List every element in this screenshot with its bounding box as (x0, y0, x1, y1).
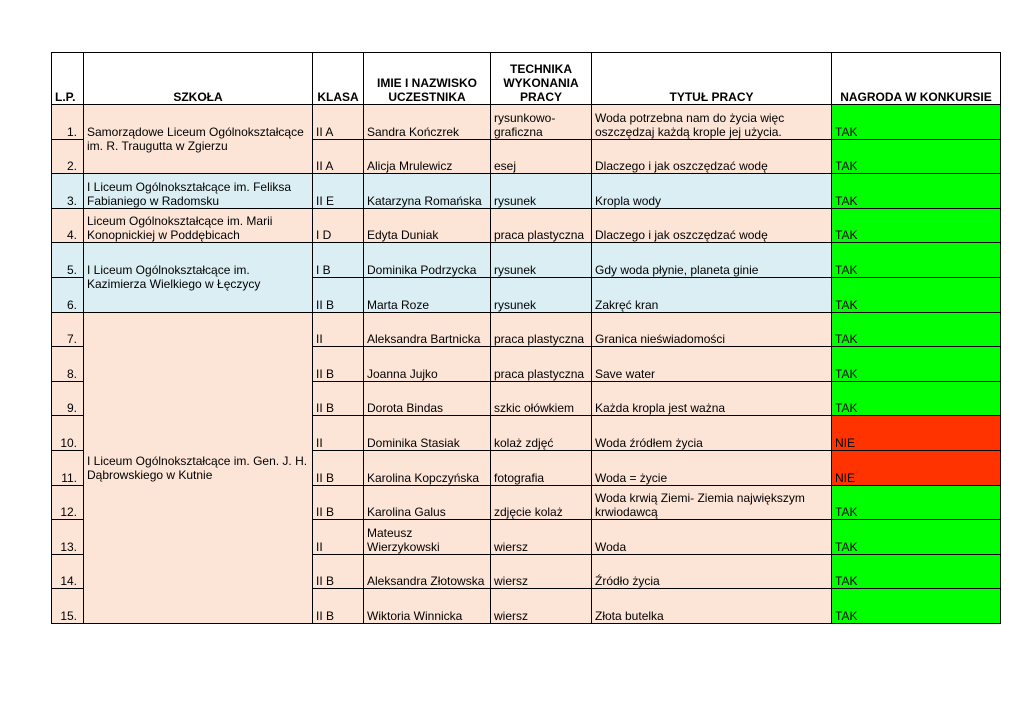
work-title: Woda krwią Ziemi- Ziemia największym krwiodawcą (592, 485, 832, 520)
technique-cell: esej (491, 139, 592, 174)
class-cell: II B (313, 381, 364, 416)
award-cell: TAK (832, 347, 1001, 382)
row-number: 7. (52, 312, 84, 347)
header-row (52, 53, 1001, 105)
row-number: 8. (52, 347, 84, 382)
work-title: Woda potrzebna nam do życia więc oszczędzaj każdą krople jej użycia. (592, 105, 832, 140)
school-cell: I Liceum Ogólnokształcące im. Feliksa Fabianiego w Radomsku (84, 174, 313, 209)
participant-name: Sandra Kończrek (364, 105, 491, 140)
award-cell: TAK (832, 381, 1001, 416)
award-cell: TAK (832, 174, 1001, 209)
table-row (52, 243, 1001, 278)
participant-name: Joanna Jujko (364, 347, 491, 382)
participant-name: Mateusz Wierzykowski (364, 520, 491, 555)
row-number: 5. (52, 243, 84, 278)
technique-cell: kolaż zdjęć (491, 416, 592, 451)
table-row (52, 105, 1001, 140)
competition-results-table (51, 52, 1001, 624)
row-number: 4. (52, 208, 84, 243)
table-row (52, 208, 1001, 243)
row-number: 3. (52, 174, 84, 209)
row-number: 9. (52, 381, 84, 416)
participant-name: Aleksandra Złotowska (364, 554, 491, 589)
row-number: 12. (52, 485, 84, 520)
award-cell: TAK (832, 208, 1001, 243)
row-number: 2. (52, 139, 84, 174)
class-cell: II B (313, 347, 364, 382)
class-cell: II A (313, 105, 364, 140)
row-number: 1. (52, 105, 84, 140)
participant-name: Marta Roze (364, 277, 491, 312)
technique-cell: rysunek (491, 174, 592, 209)
award-cell: NIE (832, 450, 1001, 485)
row-number: 13. (52, 520, 84, 555)
school-cell: I Liceum Ogólnokształcące im. Gen. J. H. Dąbrowskiego w Kutnie (84, 312, 313, 623)
class-cell: II B (313, 450, 364, 485)
row-number: 11. (52, 450, 84, 485)
participant-name: Karolina Galus (364, 485, 491, 520)
work-title: Granica nieświadomości (592, 312, 832, 347)
class-cell: II (313, 312, 364, 347)
technique-cell: rysunkowo-graficzna (491, 105, 592, 140)
participant-name: Alicja Mrulewicz (364, 139, 491, 174)
work-title: Źródło życia (592, 554, 832, 589)
technique-cell: wiersz (491, 589, 592, 624)
work-title: Woda (592, 520, 832, 555)
class-cell: I B (313, 243, 364, 278)
row-number: 6. (52, 277, 84, 312)
header-award: NAGRODA W KONKURSIE (832, 53, 1001, 105)
header-title: TYTUŁ PRACY (592, 53, 832, 105)
header-school: SZKOŁA (84, 53, 313, 105)
class-cell: II B (313, 589, 364, 624)
header-lp: L.P. (52, 53, 84, 105)
award-cell: TAK (832, 277, 1001, 312)
class-cell: II B (313, 277, 364, 312)
table-row (52, 174, 1001, 209)
award-cell: TAK (832, 589, 1001, 624)
header-klasa: KLASA (313, 53, 364, 105)
work-title: Kropla wody (592, 174, 832, 209)
row-number: 14. (52, 554, 84, 589)
work-title: Złota butelka (592, 589, 832, 624)
work-title: Każda kropla jest ważna (592, 381, 832, 416)
technique-cell: praca plastyczna (491, 208, 592, 243)
award-cell: TAK (832, 312, 1001, 347)
participant-name: Dorota Bindas (364, 381, 491, 416)
school-cell: Samorządowe Liceum Ogólnokształcące im. R. Traugutta w Zgierzu (84, 105, 313, 174)
class-cell: II E (313, 174, 364, 209)
participant-name: Dominika Podrzycka (364, 243, 491, 278)
technique-cell: szkic ołówkiem (491, 381, 592, 416)
award-cell: TAK (832, 520, 1001, 555)
technique-cell: rysunek (491, 277, 592, 312)
award-cell: TAK (832, 139, 1001, 174)
work-title: Woda źródłem życia (592, 416, 832, 451)
class-cell: II B (313, 554, 364, 589)
technique-cell: zdjęcie kolaż (491, 485, 592, 520)
class-cell: II A (313, 139, 364, 174)
award-cell: TAK (832, 105, 1001, 140)
header-technique: TECHNIKA WYKONANIA PRACY (491, 53, 592, 105)
class-cell: II B (313, 485, 364, 520)
row-number: 10. (52, 416, 84, 451)
school-cell: I Liceum Ogólnokształcące im. Kazimierza Wielkiego w Łęczycy (84, 243, 313, 312)
participant-name: Katarzyna Romańska (364, 174, 491, 209)
header-name: IMIE I NAZWISKO UCZESTNIKA (364, 53, 491, 105)
technique-cell: fotografia (491, 450, 592, 485)
class-cell: II (313, 520, 364, 555)
class-cell: I D (313, 208, 364, 243)
technique-cell: wiersz (491, 554, 592, 589)
technique-cell: praca plastyczna (491, 312, 592, 347)
participant-name: Wiktoria Winnicka (364, 589, 491, 624)
work-title: Woda = życie (592, 450, 832, 485)
work-title: Gdy woda płynie, planeta ginie (592, 243, 832, 278)
award-cell: TAK (832, 554, 1001, 589)
technique-cell: praca plastyczna (491, 347, 592, 382)
work-title: Dlaczego i jak oszczędzać wodę (592, 208, 832, 243)
table-row (52, 312, 1001, 347)
participant-name: Edyta Duniak (364, 208, 491, 243)
participant-name: Dominika Stasiak (364, 416, 491, 451)
participant-name: Karolina Kopczyńska (364, 450, 491, 485)
work-title: Save water (592, 347, 832, 382)
award-cell: TAK (832, 243, 1001, 278)
award-cell: NIE (832, 416, 1001, 451)
row-number: 15. (52, 589, 84, 624)
school-cell: Liceum Ogólnokształcące im. Marii Konopnickiej w Poddębicach (84, 208, 313, 243)
class-cell: II (313, 416, 364, 451)
technique-cell: rysunek (491, 243, 592, 278)
participant-name: Aleksandra Bartnicka (364, 312, 491, 347)
work-title: Dlaczego i jak oszczędzać wodę (592, 139, 832, 174)
award-cell: TAK (832, 485, 1001, 520)
work-title: Zakręć kran (592, 277, 832, 312)
technique-cell: wiersz (491, 520, 592, 555)
